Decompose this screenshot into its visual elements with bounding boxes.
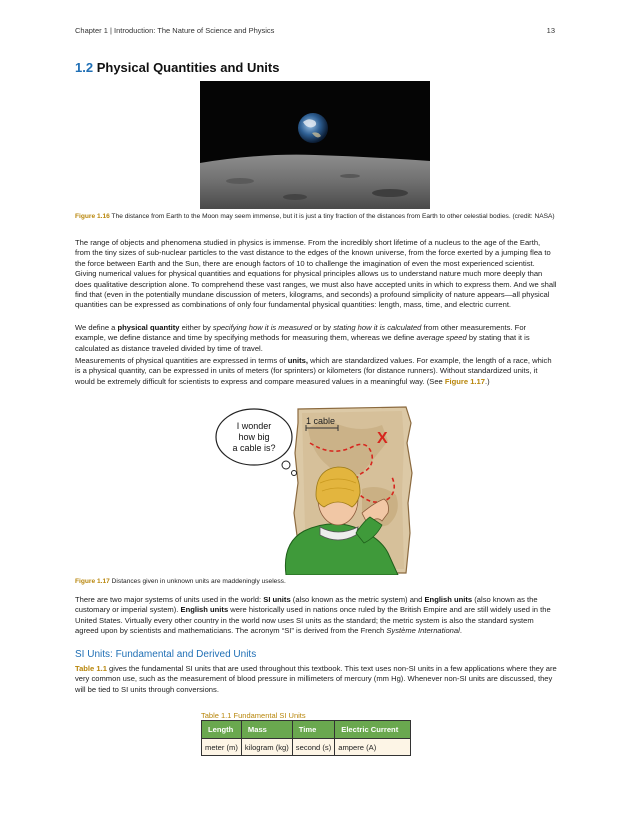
figure-1-17-link[interactable]: Figure 1.17 [444, 376, 485, 386]
table-1-1-link[interactable]: Table 1.1 [75, 664, 107, 673]
figure-label: Figure 1.16 [75, 213, 110, 220]
paragraph-unit-systems: There are two major systems of units used in the world: SI units (also known as the metric system) and English units (also known as the customary or imperial system). English units were historically used in nations once ruled by the British Empire and are still widely used in the United States. Virtually every other country in the world now uses SI units as the standard; the metric system is also the standard system agreed upon by scientists and mathematicians. The acronym “SI” is derived from the French Système International. [75, 595, 551, 636]
section-number: 1.2 [75, 60, 94, 75]
running-header [75, 26, 555, 35]
earthrise-image [200, 81, 430, 209]
paragraph-range-of-physics: The range of objects and phenomena studied in physics is immense. From the incredibly short lifetime of a nucleus to the age of the Earth, from the tiny sizes of sub-nuclear particles to the vast distance to the edges of the known universe, from the force exerted by a jumping flea to the force between Earth and the Sun, there are enough factors of 10 to challenge the imagination of even the most experienced scientist. Giving numerical values for physical quantities and equations for physical principles allows us to understand nature much more deeply than does qualitative description alone. To comprehend these vast ranges, we must also have accepted units in which to express them. And we shall find that (even in the potentially mundane discussion of meters, kilograms, and seconds) a profound simplicity of nature appears—all physical quantities can be expressed as combinations of only four fundamental physical quantities: length, mass, time, and electric current. [75, 238, 557, 310]
table-header-row [202, 721, 411, 739]
figure-caption-text: Distances given in unknown units are maddeningly useless. [111, 578, 286, 585]
running-title: Chapter 1 | Introduction: The Nature of Science and Physics [75, 26, 275, 35]
table-header-mass: Mass [241, 721, 292, 739]
table-cell-length-unit: meter (m) [202, 739, 242, 756]
bubble-line-1: I wonder [236, 421, 272, 431]
table-row [202, 739, 411, 756]
term-english-units-2: English units [180, 605, 229, 615]
bubble-line-3: a cable is? [232, 443, 276, 453]
paragraph-physical-quantity: We define a physical quantity either by specifying how it is measured or by stating how it is calculated from other measurements. For example, we define distance and time by specifying methods for measuring them, whereas we define average speed by stating that it is calculated as distance traveled divided by time of travel. [75, 323, 530, 353]
si-units-table [201, 720, 411, 756]
bubble-line-2: how big [238, 432, 270, 442]
figure-label: Figure 1.17 [75, 578, 110, 585]
table-caption: Table 1.1 Fundamental SI Units [201, 711, 306, 720]
figure-1-16-caption [75, 213, 557, 222]
term-english-units: English units [424, 595, 473, 604]
section-heading [75, 60, 279, 75]
table-header-electric-current: Electric Current [335, 721, 411, 739]
subsection-heading: SI Units: Fundamental and Derived Units [75, 649, 257, 660]
table-cell-current-unit: ampere (A) [335, 739, 411, 756]
map-scale-label: 1 cable [306, 416, 336, 426]
earth [298, 113, 328, 143]
figure-caption-text: The distance from Earth to the Moon may seem immense, but it is just a tiny fraction of the distances from Earth to other celestial bodies. (credit: NASA) [111, 213, 555, 220]
section-title: Physical Quantities and Units [96, 60, 280, 75]
cable-cartoon-image [212, 403, 418, 575]
treasure-x-mark: X [377, 430, 388, 447]
page-number: 13 [546, 26, 555, 35]
table-cell-mass-unit: kilogram (kg) [241, 739, 292, 756]
earthrise-photo [200, 81, 430, 209]
term-units: units, [287, 356, 308, 365]
table-header-length: Length [202, 721, 242, 739]
paragraph-table-intro: Table 1.1 gives the fundamental SI units that are used throughout this textbook. This text uses non-SI units in a few applications where they are very common use, such as the measurement of blood pressure in millimeters of mercury (mm Hg). Whenever non-SI units are discussed, they will be tied to SI units through conversions. [75, 664, 557, 694]
table-cell-time-unit: second (s) [292, 739, 334, 756]
figure-1-17-caption [75, 578, 557, 587]
term-physical-quantity: physical quantity [117, 323, 180, 332]
paragraph-units: Measurements of physical quantities are expressed in terms of units, which are standardized values. For example, the length of a race, which is a physical quantity, can be expressed in units of meters (for sprinters) or kilometers (for distance runners). Without standardized units, it would be extremely difficult for scientists to express and compare measured values in a meaningful way. (See Figure 1.17.) [75, 356, 552, 386]
term-si-units: SI units [263, 595, 291, 604]
figure-1-17-cartoon [212, 403, 418, 575]
table-header-time: Time [292, 721, 334, 739]
